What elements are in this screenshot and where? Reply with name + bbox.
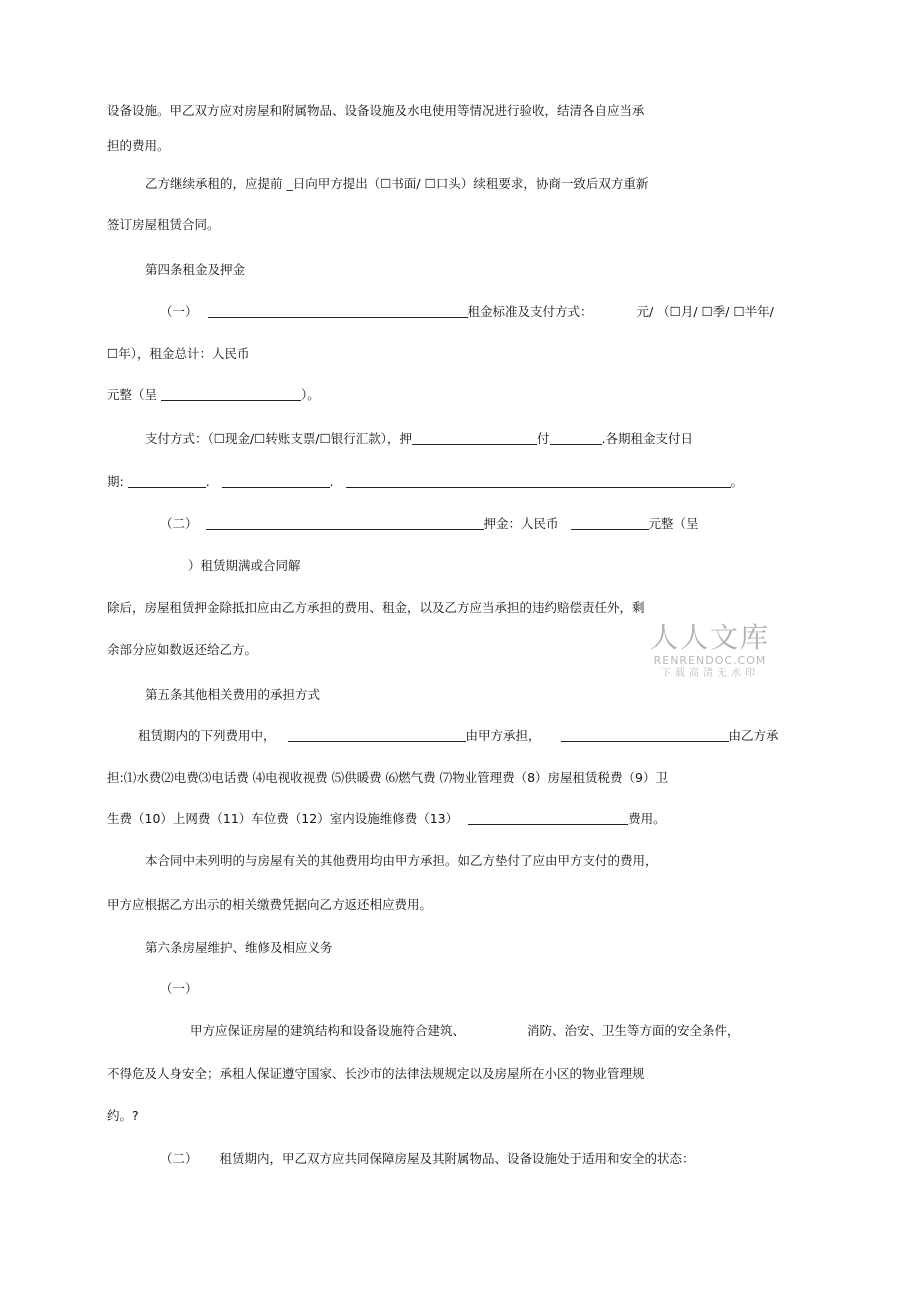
item-number: （二） [160, 516, 198, 531]
fill-blank [206, 516, 484, 530]
text-fragment: .各期租金支付日 [601, 431, 694, 446]
text-line [160, 515, 699, 533]
text-line: 担:⑴水费⑵电费⑶电话费 ⑷电视收视费 ⑸供暖费 ⑹燃气费 ⑺物业管理费（8）房屋租赁税费（9）卫 [107, 770, 669, 785]
text-fragment: 元整（呈 [107, 387, 158, 402]
text-fragment: . [205, 474, 210, 489]
text-line: 除后，房屋租赁押金除抵扣应由乙方承担的费用、租金，以及乙方应当承担的违约赔偿责任外，剩 [107, 600, 645, 615]
text-line: 余部分应如数返还给乙方。 [107, 642, 258, 657]
article-heading: 第六条房屋维护、维修及相应义务 [145, 940, 333, 955]
text-line: ☐年），租金总计：人民币 [107, 346, 250, 361]
text-line [160, 303, 774, 321]
text-fragment: 。 [730, 474, 744, 489]
text-line: 签订房屋租赁合同。 [107, 217, 220, 232]
text-fragment: 由甲方承担， [465, 728, 541, 743]
text-line [107, 473, 743, 491]
text-fragment: 付 [537, 431, 550, 446]
article-heading: 第五条其他相关费用的承担方式 [145, 687, 321, 702]
fill-blank [550, 431, 602, 445]
text-line: ）租赁期满或合同解 [188, 558, 301, 573]
text-line: 约。? [107, 1108, 139, 1123]
fill-blank [161, 387, 301, 401]
fill-blank [128, 474, 206, 488]
text-line [190, 1022, 740, 1040]
text-fragment: 租赁期内的下列费用中， [138, 728, 276, 743]
fill-blank [208, 304, 468, 318]
text-line: 不得危及人身安全；承租人保证遵守国家、长沙市的法律法规规定以及房屋所在小区的物业管理规 [107, 1066, 645, 1081]
text-line: 设备设施。甲乙双方应对房屋和附属物品、设备设施及水电使用等情况进行验收，结清各自应当承 [107, 103, 645, 118]
text-fragment: 期: [107, 474, 124, 489]
text-line [107, 386, 320, 404]
text-line: 甲方应根据乙方出示的相关缴费凭据向乙方返还相应费用。 [107, 897, 433, 912]
text-fragment: 生费（10）上网费（11）车位费（12）室内设施维修费（13） [107, 811, 459, 826]
fill-blank [468, 811, 628, 825]
text-fragment: . [329, 474, 334, 489]
text-line [138, 727, 779, 745]
fill-blank [412, 431, 537, 445]
text-fragment: 由乙方承 [728, 728, 779, 743]
watermark-domain: RENRENDOC.COM [653, 654, 767, 667]
fill-blank [346, 474, 731, 488]
text-line [160, 1150, 695, 1168]
fill-blank [222, 474, 330, 488]
item-number: （一） [160, 304, 198, 319]
text-line [145, 430, 693, 448]
text-fragment: 甲方应保证房屋的建筑结构和设备设施符合建筑、 [190, 1023, 466, 1038]
text-fragment: 消防、治安、卫生等方面的安全条件， [527, 1023, 740, 1038]
item-number: （一） [160, 981, 198, 996]
text-fragment: 费用。 [628, 811, 666, 826]
text-fragment: 支付方式：（☐现金/☐转账支票/☐银行汇款），押 [145, 431, 413, 446]
article-heading: 第四条租金及押金 [145, 262, 246, 277]
fill-blank [561, 728, 729, 742]
watermark-logo [640, 622, 780, 680]
text-line: 乙方继续承租的，应提前 _日向甲方提出（☐书面/ ☐口头）续租要求，协商一致后双方重新 [145, 176, 649, 191]
text-line: 本合同中未列明的与房屋有关的其他费用均由甲方承担。如乙方垫付了应由甲方支付的费用， [145, 853, 658, 868]
text-line [107, 810, 666, 828]
text-fragment: 押金：人民币 [483, 516, 559, 531]
item-number: （二） [160, 1151, 198, 1166]
watermark-title: 人人文库 [649, 621, 770, 654]
text-fragment: 元整（呈 [648, 516, 699, 531]
text-fragment: ）。 [301, 387, 320, 402]
fill-blank [571, 516, 649, 530]
text-fragment: 租赁期内，甲乙双方应共同保障房屋及其附属物品、设备设施处于适用和安全的状态： [219, 1151, 695, 1166]
text-fragment: 租金标准及支付方式： [467, 304, 593, 319]
fill-blank [288, 728, 466, 742]
watermark-subtitle: 下载高清无水印 [661, 668, 759, 679]
text-fragment: 元/ （☐月/ ☐季/ ☐半年/ [636, 304, 774, 319]
text-line: 担的费用。 [107, 138, 170, 153]
